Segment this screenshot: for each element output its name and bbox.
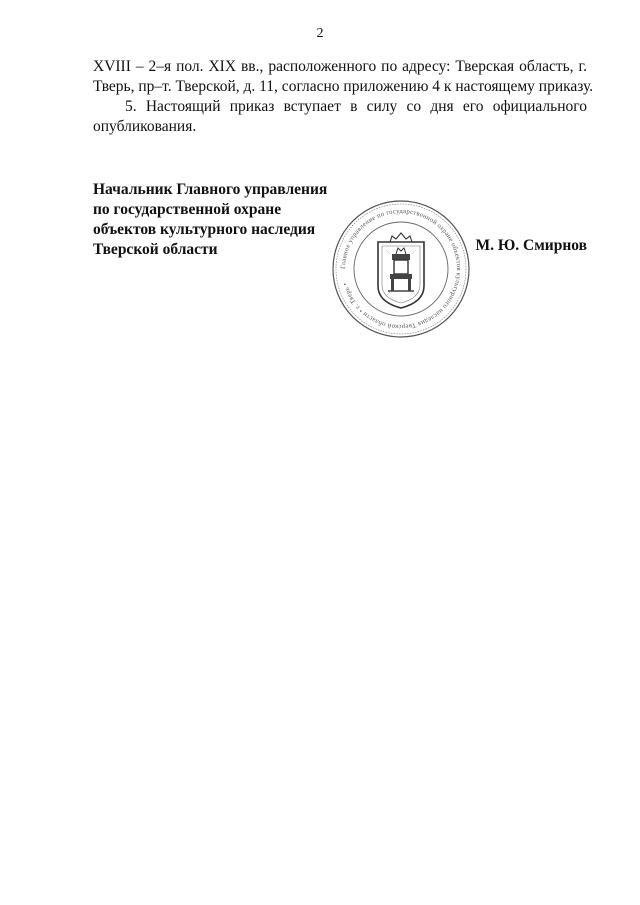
signatory-position: [93, 180, 353, 260]
seal-ring-text: Главное управление по государственной охране объектов культурного наследия Тверской области • г. Тверь •: [339, 207, 463, 331]
seal-icon: [330, 198, 472, 340]
paragraph-item-5: [93, 97, 587, 137]
paragraph-continued: [93, 57, 594, 97]
signer-name: М. Ю. Смирнов: [475, 237, 587, 254]
official-seal-stamp: [330, 198, 472, 340]
paragraph-line: 5. Настоящий приказ вступает в силу со дня его официального: [125, 98, 587, 115]
page-number: 2: [316, 26, 324, 41]
signatory-position-line: по государственной охране: [93, 201, 282, 218]
signatory-position-line: объектов культурного наследия: [93, 221, 316, 238]
document-body: [93, 57, 594, 137]
signatory-position-line: Тверской области: [93, 241, 218, 258]
signatory-position-line: Начальник Главного управления: [93, 181, 328, 198]
paragraph-line: опубликования.: [93, 118, 197, 135]
svg-text:Главное управление по государс: [340, 208, 462, 330]
paragraph-line: Тверь, пр–т. Тверской, д. 11, согласно приложению 4 к настоящему приказу.: [93, 78, 594, 95]
paragraph-line: XVIII – 2–я пол. XIX вв., расположенного по адресу: Тверская область, г.: [93, 58, 587, 75]
